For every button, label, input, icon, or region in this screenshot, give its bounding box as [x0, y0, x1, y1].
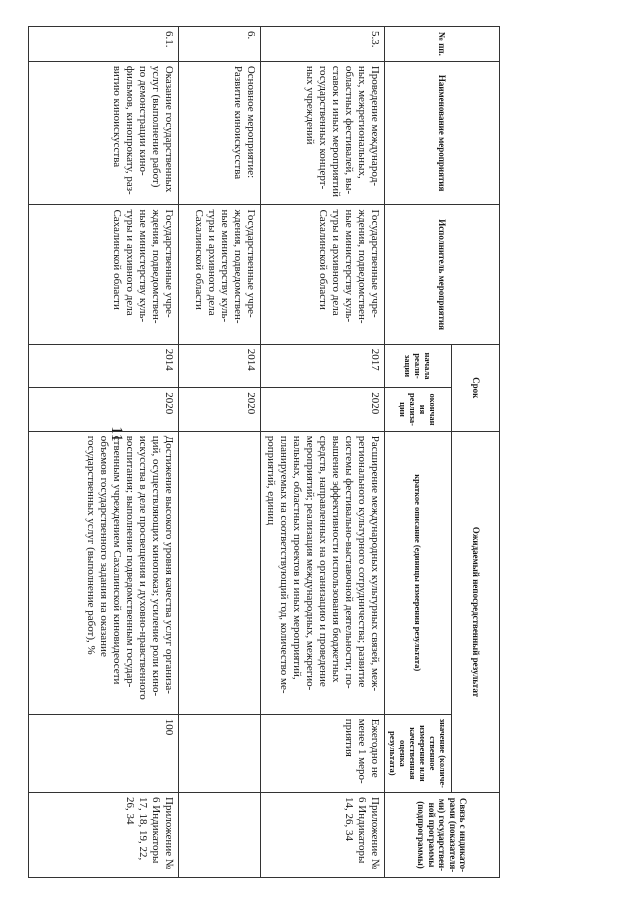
cell-name: Проведение междунарoд-ных, межрегиональных, областных фестивалей, вы-ставок и иных мероприятий государственных концерт-ных учреждений	[261, 61, 385, 205]
header-no: № пп.	[385, 27, 500, 62]
table-row	[29, 27, 179, 878]
table-row	[261, 27, 385, 878]
page-number: 11	[108, 426, 125, 442]
cell-no: 6.	[179, 27, 261, 62]
header-link: Связь с индикато-рами (показателя-ми) государствен-ной программы (подпрограммы)	[385, 793, 500, 878]
program-table	[28, 26, 500, 878]
cell-executor: Государственные учре-ждения, подведомствен-ные министерству куль-туры и архивного дела Сахалинской области	[29, 205, 179, 344]
cell-no: 5.3.	[261, 27, 385, 62]
cell-start: 2017	[261, 344, 385, 388]
header-result: Ожидаемый непосредственный результат	[452, 431, 500, 792]
rotated-table-wrapper	[44, 26, 500, 878]
cell-desc: Достижение высокого уровня качества услуг организа-ций, осуществляющих кинопоказ; усиление роли кино-искусства в деле просвещения и духовно-нравственного воспитания; выполнение подведомственным государ-ственным учреждением Сахалинской киновидеосети объемов государственного задания на оказание государственных услуг (выполнение работ), %	[29, 431, 179, 714]
cell-executor: Государственные учре-ждения, подведомствен-ные министерству куль-туры и архивного дела Сахалинской области	[179, 205, 261, 344]
cell-link	[179, 793, 261, 878]
cell-desc	[179, 431, 261, 714]
cell-end: 2020	[179, 388, 261, 432]
header-result-desc: краткое описание (единицы измерения результата)	[385, 431, 452, 714]
header-result-value: значение (количе-ственное измерение или качественная оценка результата)	[385, 714, 452, 792]
header-term-start: начала реали-зации	[385, 344, 452, 388]
cell-name: Основное мероприятие: Развитие киноискусства	[179, 61, 261, 205]
cell-value: Ежегодно не менее 1 меро-приятия	[261, 714, 385, 792]
header-term: Срок	[452, 344, 500, 431]
cell-link: Приложение № 6 Индикаторы 14, 26, 34	[261, 793, 385, 878]
cell-value	[179, 714, 261, 792]
header-executor: Исполнитель мероприятия	[385, 205, 500, 344]
table-row	[179, 27, 261, 878]
cell-executor: Государственные учре-ждения, подведомствен-ные министерству куль-туры и архивного дела Сахалинской области	[261, 205, 385, 344]
header-term-end: окончания реализа-ции	[385, 388, 452, 432]
cell-start: 2014	[29, 344, 179, 388]
cell-no: 6.1.	[29, 27, 179, 62]
cell-link: Приложение № 6 Индикаторы 17, 18, 19, 22, 26, 34	[29, 793, 179, 878]
cell-end: 2020	[261, 388, 385, 432]
cell-value: 100	[29, 714, 179, 792]
cell-name: Оказание государственных услуг (выполнение работ) по демонстрации кино-фильмов, кинопрокату, раз-витию киноискусства	[29, 61, 179, 205]
cell-start: 2014	[179, 344, 261, 388]
cell-end: 2020	[29, 388, 179, 432]
cell-desc: Расширение международных культурных связей, меж-регионального культурного сотрудничества; развитие системы фестивально-выставочной деятельности; по-вышение эффективности использования бюджетных средств, направленных на организацию и проведение мероприятий; реализация международных, межрегио-нальных, областных проектов и иных мероприятий, планируемых на соответствующий год, количество ме-роприятий, единиц	[261, 431, 385, 714]
header-name: Наименование мероприятия	[385, 61, 500, 205]
